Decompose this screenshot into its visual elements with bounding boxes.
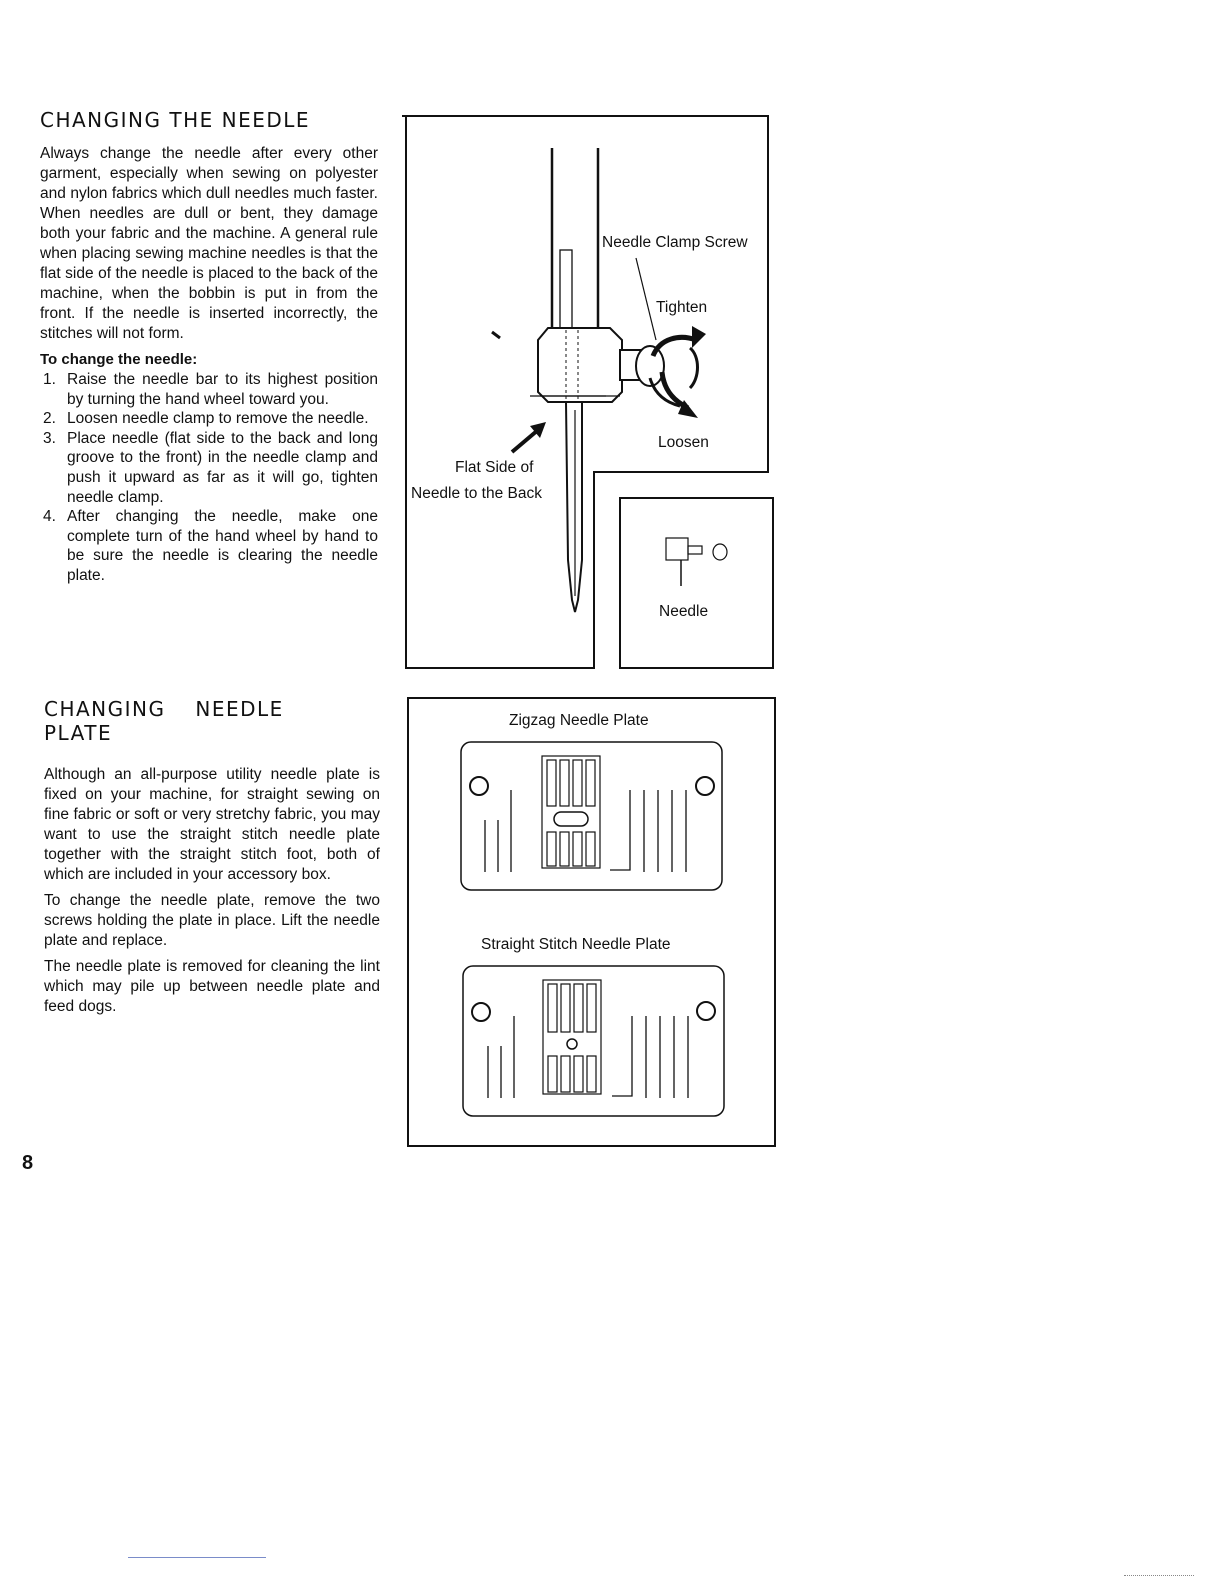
plate-paragraph-2: To change the needle plate, remove the two screws holding the plate in place. Lift the needle plate and replace. <box>44 892 380 949</box>
steps-subheading: To change the needle: <box>40 351 198 368</box>
plate-paragraph-1: Although an all-purpose utility needle plate is fixed on your machine, for straight sewing on fine fabric or soft or very stretchy fabric, you may want to use the straight stitch needle plate together with the straight stitch foot, both of which are included in your accessory box. <box>44 766 380 883</box>
label-flat-side-line2: Needle to the Back <box>411 485 542 502</box>
scan-artifact-line <box>128 1557 266 1558</box>
straight-stitch-plate-drawing <box>463 966 724 1116</box>
label-needle: Needle <box>659 603 709 620</box>
step-item: 3. Place needle (flat side to the back and long groove to the front) in the needle clamp and push it upward as far as it will go, tighten needle clamp. <box>43 429 378 506</box>
label-zigzag-needle-plate: Zigzag Needle Plate <box>509 712 649 729</box>
section-title-changing-needle: CHANGING THE NEEDLE <box>40 108 311 132</box>
label-loosen: Loosen <box>658 434 709 451</box>
intro-paragraph: Always change the needle after every other garment, especially when sewing on polyester and nylon fabrics which dull needles much faster. When needles are dull or bent, they damage both your fabric and the machine. A general rule when placing sewing machine needles is that the flat side of the needle is placed to the back of the machine, when the bobbin is put in from the front. If the needle is inserted incorrectly, the stitches will not form. <box>40 145 378 342</box>
step-item: 1. Raise the needle bar to its highest position by turning the hand wheel toward you. <box>43 371 378 408</box>
scan-artifact-dots <box>1124 1575 1194 1577</box>
label-needle-clamp-screw: Needle Clamp Screw <box>602 234 748 251</box>
label-straight-stitch-needle-plate: Straight Stitch Needle Plate <box>481 936 671 953</box>
section-title-changing-needle-plate: CHANGING NEEDLE PLATE <box>44 697 284 745</box>
page-number: 8 <box>22 1152 34 1174</box>
label-flat-side-line1: Flat Side of <box>455 459 534 476</box>
step-item: 2. Loosen needle clamp to remove the needle. <box>43 410 369 428</box>
zigzag-plate-drawing <box>461 742 722 890</box>
step-item: 4. After changing the needle, make one complete turn of the hand wheel by hand to be sure the needle is clearing the needle plate. <box>43 508 378 584</box>
label-tighten: Tighten <box>656 299 708 316</box>
plate-paragraph-3: The needle plate is removed for cleaning the lint which may pile up between needle plate and feed dogs. <box>44 958 380 1015</box>
